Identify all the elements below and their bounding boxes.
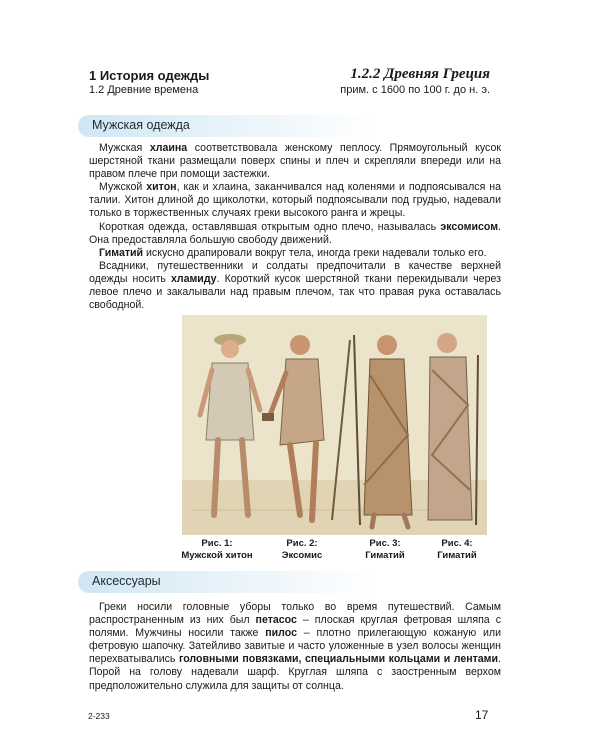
term-chlaina: хлаина [149,142,188,154]
illustration-drawing [182,315,487,535]
paragraph-chiton: Мужской хитон, как и хлаина, заканчивался над коленями и подпоясывался на талии. Хитон длиной до щиколотки, который подпоясывали под грудью, надевали только в торжественных случаях греки высокого ранга и жрецы. [89,181,501,220]
section-title: 1.2.2 Древняя Греция [350,66,490,82]
mens-clothing-text [89,142,501,312]
accessories-heading-bar [78,571,378,593]
chapter-title: 1 История одежды [89,68,210,83]
paragraph-exomis: Короткая одежда, оставлявшая открытым одно плечо, называлась эксомисом. Она предоставляла большую свободу движений. [89,220,501,246]
accessories-text [89,601,501,693]
mens-clothing-heading: Мужская одежда [92,118,190,132]
caption-figure-1: Рис. 1: Мужской хитон [181,538,253,561]
paragraph-chlaina: Мужская хлаина соответствовала женскому пеплосу. Прямоугольный кусок шерстяной ткани размещали поверх спины и плеч и скрепляли впереди или на правом плече при помощи застежки. [89,142,501,181]
greek-clothing-illustration [182,315,487,535]
section-dates: прим. с 1600 по 100 г. до н. э. [340,84,490,96]
caption-figure-2: Рис. 2: Эксомис [281,538,323,561]
term-chiton: хитон [146,181,177,194]
footer-code: 2-233 [88,711,110,721]
page-number: 17 [475,708,489,722]
section-header [340,66,490,97]
subchapter-title: 1.2 Древние времена [89,84,199,96]
caption-figure-4: Рис. 4: Гиматий [437,538,477,561]
term-head-ornaments: головными повязками, специальными кольцами и лентами [178,653,499,666]
mens-clothing-heading-bar [78,115,378,137]
caption-figure-3: Рис. 3: Гиматий [365,538,405,561]
chapter-header [89,68,209,97]
term-exomis: эксомисом [440,220,499,233]
term-pilos: пилос [265,627,297,640]
term-chlamys: хламиду [170,272,217,285]
term-himation: Гиматий [99,246,144,259]
term-petasos: петасос [255,614,297,627]
accessories-heading: Аксессуары [92,574,161,588]
paragraph-himation: Гиматий искусно драпировали вокруг тела, иногда греки надевали только его. [99,246,487,259]
paragraph-chlamys: Всадники, путешественники и солдаты предпочитали в качестве верхней одежды носить хламиду. Короткий кусок шерстяной ткани перекидывали через левое плечо и закалывали над правым плечом, так что правая рука оставалась свободной. [89,259,501,312]
paragraph-accessories: Греки носили головные уборы только во время путешествий. Самым распространенным из них был петасос – плоская круглая фетровая шляпа с полями. Мужчины носили также пилос – плотно прилегающую кожаную или фетровую шапочку. Затейливо завитые и часто уложенные в узел волосы женщин перехватывались головными повязками, специальными кольцами и лентами. Порой на голову надевали шарф. Круглая шляпа с заостренным верхом предположительно служила для защиты от солнца. [89,601,501,692]
